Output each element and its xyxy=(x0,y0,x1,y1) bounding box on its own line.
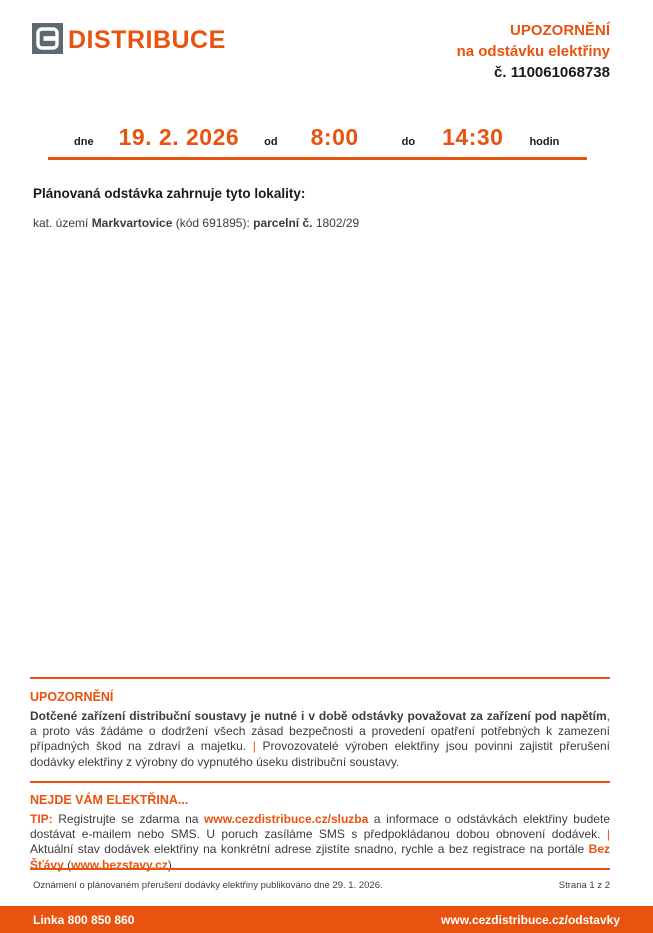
link-cezdistribuce-sluzba[interactable]: www.cezdistribuce.cz/sluzba xyxy=(204,812,369,826)
do-label: do xyxy=(401,136,416,148)
phone-line: Linka 800 850 860 xyxy=(33,912,135,927)
parcel-value: 1802/29 xyxy=(312,216,360,230)
locality-line xyxy=(33,216,359,230)
pipe-separator: | xyxy=(252,739,256,754)
od-label: od xyxy=(264,136,278,148)
warning-bold-text: Dotčené zařízení distribuční soustavy je nutné i v době odstávky považovat za zařízení pod napětím xyxy=(30,709,607,723)
link-bez-stavy[interactable]: Bez Šťávy xyxy=(30,842,610,872)
tip-text-1: Registrujte se zdarma na xyxy=(52,812,205,826)
page-indicator: Strana 1 z 2 xyxy=(558,880,610,891)
parcel-label: parcelní č. xyxy=(253,216,313,230)
tip-paragraph xyxy=(30,812,610,873)
footnote-row xyxy=(33,880,610,891)
hodin-label: hodin xyxy=(529,136,560,148)
link-odstavky-url[interactable]: www.cezdistribuce.cz/odstavky xyxy=(441,912,620,927)
link-bezstavy-cz[interactable]: www.bezstavy.cz xyxy=(71,857,168,872)
pipe-separator: | xyxy=(606,827,610,842)
tip-text-4: ( xyxy=(63,857,72,872)
tip-text-2: a informace o odstávkách elektřiny budete dostávat e-mailem nebo SMS. U poruch zasíláme SMS s předpokládanou dobou obnovení dodávek. xyxy=(30,812,610,842)
warning-paragraph xyxy=(30,709,610,770)
outage-datetime-row xyxy=(48,124,587,160)
outage-date: 19. 2. 2026 xyxy=(118,124,240,150)
outage-time-from: 8:00 xyxy=(310,124,359,150)
tip-heading: NEJDE VÁM ELEKTŘINA... xyxy=(30,793,189,807)
footer-divider xyxy=(30,868,610,870)
locality-heading: Plánovaná odstávka zahrnuje tyto lokality: xyxy=(33,186,306,201)
cez-logo-icon xyxy=(32,23,63,54)
document-title-block xyxy=(457,20,610,83)
warning-section xyxy=(30,677,610,770)
warning-text-2: Provozovatelé výroben elektřiny jsou povinni zajistit přerušení dodávky elektřiny z výrobny do vypnutého úseku distribuční soustavy. xyxy=(30,739,610,769)
brand-name: DISTRIBUCE xyxy=(68,26,226,54)
locality-prefix: kat. území xyxy=(33,216,92,230)
tip-text-5: ). xyxy=(167,857,176,872)
contact-bar xyxy=(0,906,653,933)
locality-code: (kód 691895): xyxy=(172,216,254,230)
publication-note: Oznámení o plánovaném přerušení dodávky elektřiny publikováno dne 29. 1. 2026. xyxy=(33,880,383,891)
dne-label: dne xyxy=(74,136,94,148)
tip-section xyxy=(30,781,610,873)
notice-number: č. 110061068738 xyxy=(494,64,610,81)
outage-time-to: 14:30 xyxy=(442,124,504,150)
locality-name: Markvartovice xyxy=(91,216,173,230)
title-line-1: UPOZORNĚNÍ xyxy=(509,22,610,39)
tip-text-3: Aktuální stav dodávek elektřiny na konkrétní adrese zjistíte snadno, rychle a bez registrace na portále xyxy=(30,842,589,857)
warning-heading: UPOZORNĚNÍ xyxy=(30,690,114,704)
tip-label: TIP: xyxy=(30,812,53,826)
title-line-2: na odstávku elektřiny xyxy=(456,43,610,60)
warning-text-1: , a proto vás žádáme o dodržení všech zásad bezpečnosti a provedení opatření potřebných k zamezení případných škod na zdraví a majetku. xyxy=(30,709,610,754)
